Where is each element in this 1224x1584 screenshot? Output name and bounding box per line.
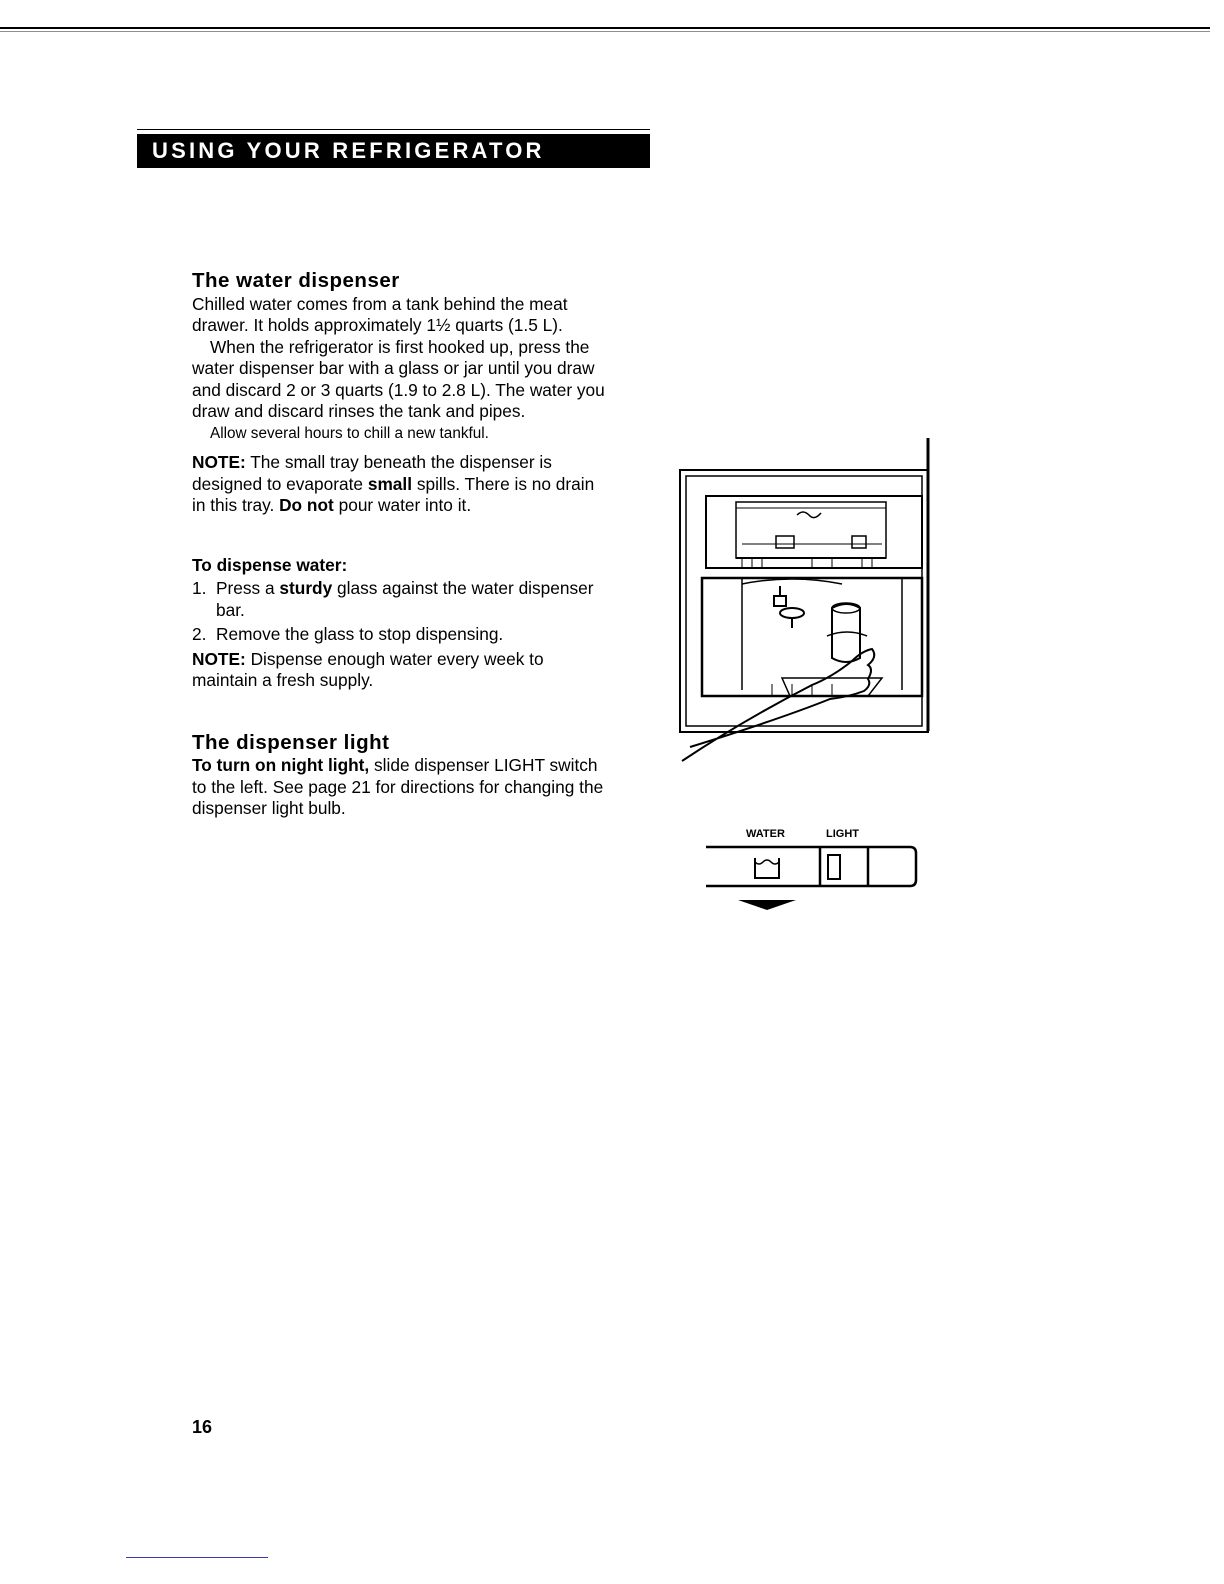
step-1-text-a: Press a bbox=[216, 578, 280, 598]
dispenser-light-heading: The dispenser light bbox=[192, 730, 390, 754]
note-bold-small: small bbox=[367, 473, 413, 494]
step-1 bbox=[192, 578, 612, 621]
water-dispenser-para2: When the refrigerator is first hooked up, press the water dispenser bar with a glass or jar until you draw and discard 2 or 3 quarts (1.9 to 2.8 L). The water you draw and discard rinses the tank and pipes. bbox=[192, 336, 605, 421]
section-header: USING YOUR REFRIGERATOR bbox=[137, 134, 650, 168]
water-glass-icon bbox=[755, 858, 779, 878]
note-text-b: spills. There is no drain in this tray. bbox=[192, 473, 595, 515]
dispenser-light-text: slide dispenser LIGHT switch to the left. See page 21 for directions for changing the dispenser light bulb. bbox=[192, 755, 604, 818]
light-switch-label: LIGHT bbox=[826, 828, 859, 840]
top-rule-shadow bbox=[0, 31, 1210, 32]
main-text-column bbox=[192, 270, 612, 820]
water-dispenser-para1: Chilled water comes from a tank behind the meat drawer. It holds approximately 1½ quarts (1.5 L). bbox=[192, 293, 568, 335]
note-text-c: pour water into it. bbox=[333, 495, 472, 515]
note-text-a: The small tray beneath the dispenser is designed to evaporate bbox=[192, 452, 552, 494]
note-label: NOTE: bbox=[192, 452, 246, 472]
step-2-number: 2. bbox=[192, 624, 207, 644]
supply-note bbox=[192, 649, 612, 692]
water-dispenser-para3: Allow several hours to chill a new tankful. bbox=[210, 424, 489, 442]
dispense-water-heading: To dispense water: bbox=[192, 554, 348, 575]
water-dispenser-note bbox=[192, 452, 612, 517]
top-rule bbox=[0, 27, 1210, 29]
supply-note-label: NOTE: bbox=[192, 648, 246, 669]
dispenser-light-lead: To turn on night light, bbox=[192, 755, 370, 775]
water-dispenser-heading: The water dispenser bbox=[192, 269, 400, 292]
switch-panel-illustration bbox=[700, 822, 926, 914]
dispenser-light-para bbox=[192, 755, 612, 820]
step-1-text-b: glass against the water dispenser bar. bbox=[216, 578, 594, 620]
note-bold-do-not: Do not bbox=[279, 495, 334, 515]
page-number: 16 bbox=[192, 1417, 213, 1437]
step-1-number: 1. bbox=[192, 578, 207, 598]
arrow-down-icon bbox=[738, 900, 796, 910]
step-2 bbox=[192, 624, 612, 646]
header-rule bbox=[137, 129, 650, 130]
water-switch-label: WATER bbox=[746, 828, 785, 840]
step-2-text: Remove the glass to stop dispensing. bbox=[216, 624, 504, 644]
step-1-bold: sturdy bbox=[279, 578, 333, 598]
bottom-rule bbox=[126, 1557, 268, 1558]
dispenser-illustration bbox=[672, 436, 932, 762]
supply-note-text: Dispense enough water every week to maintain a fresh supply. bbox=[192, 648, 544, 690]
